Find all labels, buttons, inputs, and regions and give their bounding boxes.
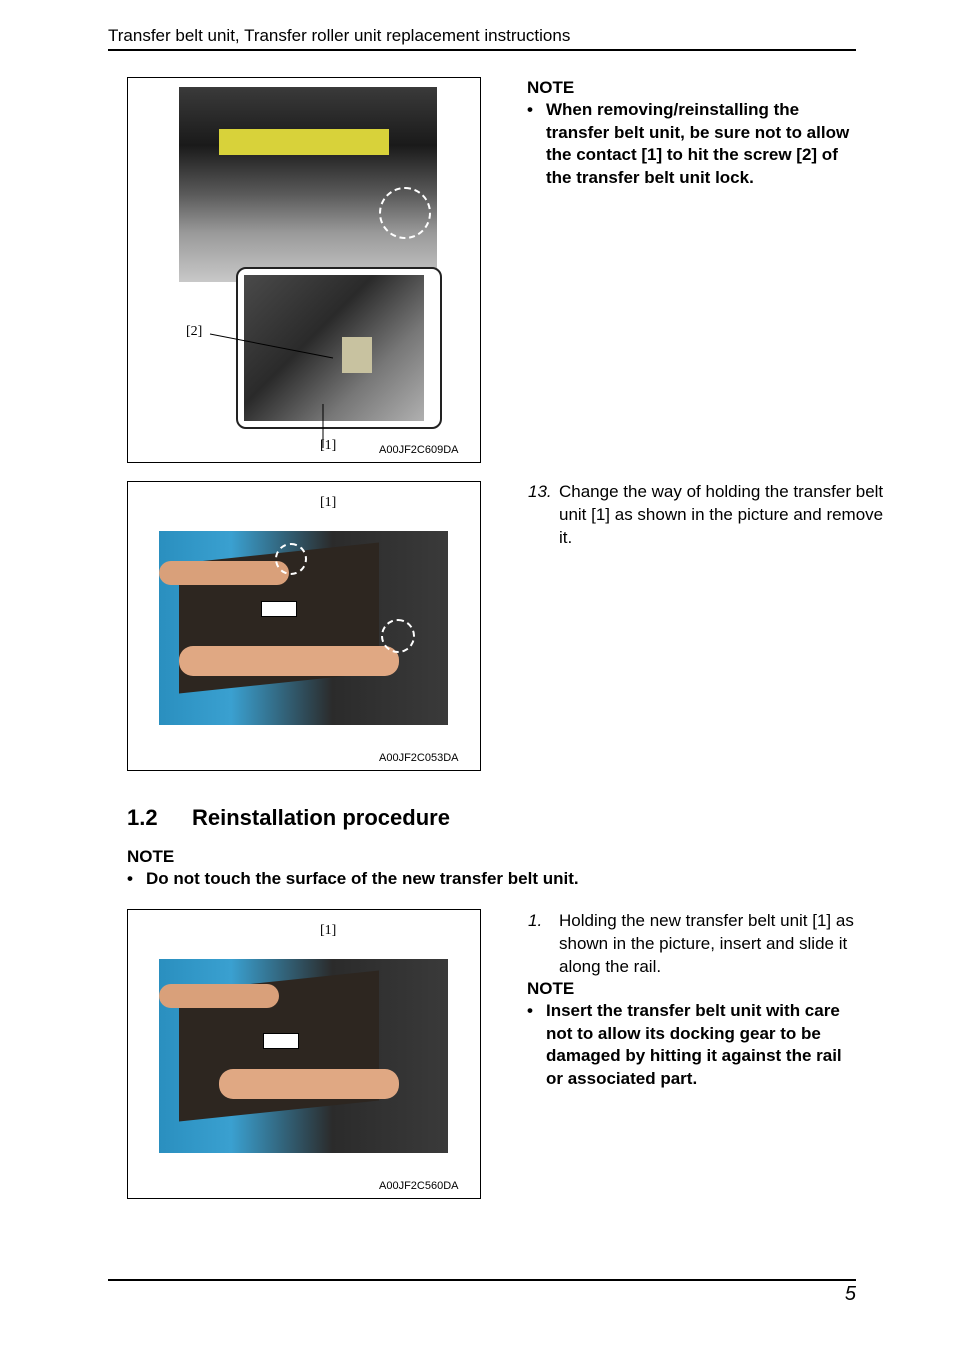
callout-1: [1] <box>320 923 337 938</box>
figure-3 <box>127 909 481 1199</box>
step-1-text: Holding the new transfer belt unit [1] as shown in the picture, insert and slide it along the rail. <box>559 911 854 976</box>
step-13-text: Change the way of holding the transfer belt unit [1] as shown in the picture and remove it. <box>559 482 884 547</box>
section-title: Reinstallation procedure <box>192 805 450 830</box>
bullet-dot: • <box>527 100 533 119</box>
callout-1: [1] <box>320 438 337 453</box>
figure-3-code: A00JF2C560DA <box>379 1180 459 1192</box>
figure-1-code: A00JF2C609DA <box>379 444 459 456</box>
note-3-text: Insert the transfer belt unit with care not to allow its docking gear to be damaged by hitting it against the rail or associated part. <box>546 1001 842 1088</box>
step-13 <box>528 480 887 549</box>
note-1 <box>527 77 857 189</box>
running-header: Transfer belt unit, Transfer roller unit replacement instructions <box>108 26 571 45</box>
section-number: 1.2 <box>127 805 158 830</box>
hand-right <box>179 646 399 676</box>
direction-arrow <box>261 601 297 617</box>
note-2-bullet <box>127 868 827 891</box>
page-number: 5 <box>844 1283 856 1305</box>
figure-2-code: A00JF2C053DA <box>379 752 459 764</box>
note-3-label: NOTE <box>527 979 575 998</box>
note-2 <box>127 846 827 891</box>
note-1-label: NOTE <box>527 78 575 97</box>
footer-rule <box>108 1279 856 1281</box>
note-2-text: Do not touch the surface of the new transfer belt unit. <box>146 869 579 888</box>
bullet-dot: • <box>127 869 133 888</box>
note-1-bullet <box>527 99 857 189</box>
note-3-bullet <box>527 1000 856 1090</box>
highlight-circle-right <box>381 619 415 653</box>
direction-arrow <box>263 1033 299 1049</box>
step-1-block <box>528 909 856 1090</box>
figure-1 <box>127 77 481 463</box>
hand-left <box>159 561 289 585</box>
note-2-label: NOTE <box>127 847 175 866</box>
highlight-circle-left <box>275 543 307 575</box>
figure-2 <box>127 481 481 771</box>
step-1 <box>528 909 856 978</box>
hand-right <box>219 1069 399 1099</box>
step-13-number: 13. <box>528 482 552 501</box>
section-heading <box>127 805 450 831</box>
figure-1-leader-lines <box>128 78 482 464</box>
figure-2-photo <box>159 531 448 725</box>
hand-left <box>159 984 279 1008</box>
header-rule <box>108 49 856 51</box>
callout-2: [2] <box>186 324 203 339</box>
note-1-text: When removing/reinstalling the transfer belt unit, be sure not to allow the contact [1] to hit the screw [2] of the transfer belt unit lock. <box>546 100 850 187</box>
figure-3-photo <box>159 959 448 1153</box>
bullet-dot: • <box>527 1001 533 1020</box>
note-3 <box>527 978 856 1090</box>
step-1-number: 1. <box>528 911 543 930</box>
callout-1: [1] <box>320 495 337 510</box>
